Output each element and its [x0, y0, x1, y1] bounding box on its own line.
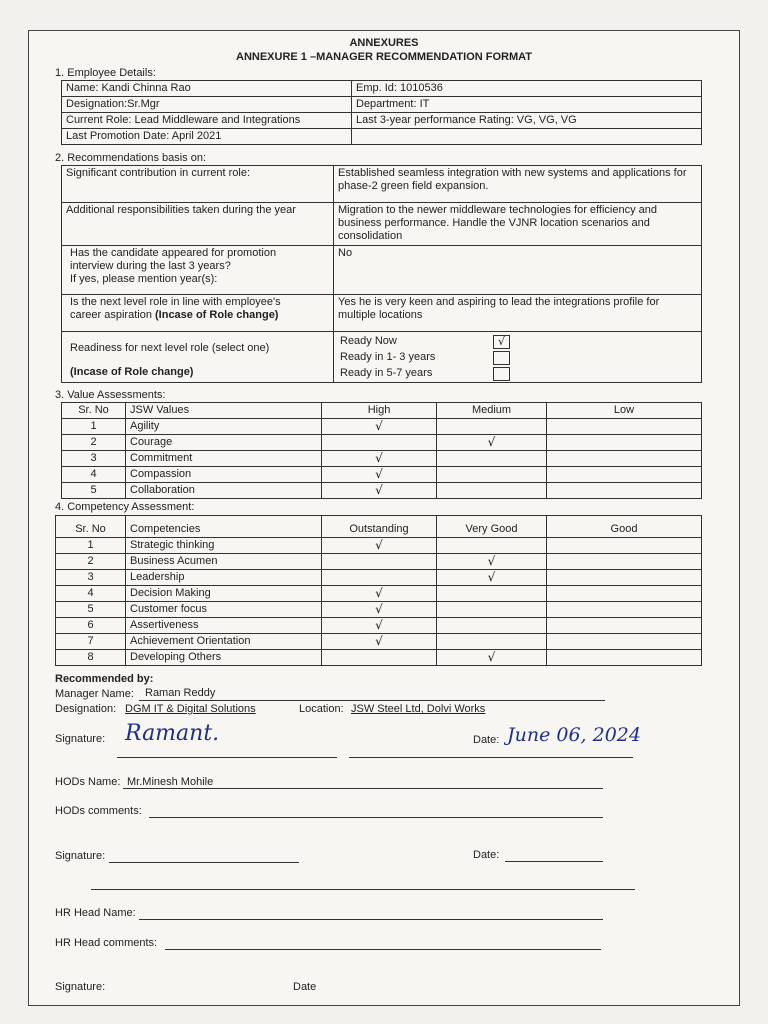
hr-comments-line[interactable]: [165, 949, 601, 950]
table-row: 3 Leadership √: [56, 570, 702, 586]
employee-designation: Designation:Sr.Mgr: [62, 97, 352, 113]
hod-signature-label: Signature:: [55, 850, 106, 862]
manager-name-value[interactable]: Raman Reddy: [145, 687, 216, 699]
value-assessment-table: [61, 402, 702, 499]
section1-label: 1. Employee Details:: [55, 67, 156, 79]
promotion-interview-answer: No: [334, 246, 702, 295]
competency-header-good: Good: [547, 516, 702, 538]
value-header-srno: Sr. No: [62, 403, 126, 419]
manager-signature-line: [117, 757, 337, 758]
manager-date-line: [349, 757, 633, 758]
table-row: 4 Decision Making √: [56, 586, 702, 602]
value-header-medium: Medium: [437, 403, 547, 419]
contribution-answer: Established seamless integration with new systems and applications for phase-2 green field expansion.: [334, 166, 702, 203]
readiness-question: Readiness for next level role (select one): [70, 342, 270, 354]
readiness-option-1-3: Ready in 1- 3 years: [340, 351, 510, 365]
manager-signature-image: Ramant.: [125, 721, 220, 746]
contribution-question: Significant contribution in current role:: [62, 166, 334, 203]
hod-date-label: Date:: [473, 849, 500, 861]
hod-name-label: HODs Name:: [55, 776, 121, 788]
section3-label: 3. Value Assessments:: [55, 389, 166, 401]
readiness-5-7-checkbox[interactable]: [493, 367, 510, 381]
hr-name-line[interactable]: [139, 919, 603, 920]
hod-extra-line: [91, 889, 635, 890]
table-row: 6 Assertiveness √: [56, 618, 702, 634]
competency-assessment-table: [55, 515, 702, 666]
manager-signature-label: Signature:: [55, 733, 106, 745]
employee-rating: Last 3-year performance Rating: VG, VG, VG: [352, 113, 702, 129]
employee-id: Emp. Id: 1010536: [352, 81, 702, 97]
hod-signature-line[interactable]: [109, 862, 299, 863]
table-row: 1 Strategic thinking √: [56, 538, 702, 554]
hr-name-label: HR Head Name:: [55, 907, 136, 919]
competency-header-name: Competencies: [126, 516, 322, 538]
section2-label: 2. Recommendations basis on:: [55, 152, 207, 164]
promotion-interview-question-3: If yes, please mention year(s):: [70, 273, 218, 285]
hod-name-value[interactable]: Mr.Minesh Mohile: [127, 776, 214, 788]
form-sheet: [28, 30, 740, 1006]
aspiration-question-1: Is the next level role in line with employee's: [70, 296, 281, 308]
table-row: 5 Collaboration √: [62, 483, 702, 499]
page-title: ANNEXURES: [349, 37, 419, 49]
aspiration-question-2: career aspiration: [70, 309, 155, 321]
manager-designation-value[interactable]: DGM IT & Digital Solutions: [125, 703, 256, 715]
manager-date-value[interactable]: June 06, 2024: [507, 724, 641, 746]
value-header-values: JSW Values: [126, 403, 322, 419]
aspiration-role-change-note: (Incase of Role change): [155, 309, 279, 321]
recommendations-table: [61, 165, 702, 383]
manager-name-label: Manager Name:: [55, 688, 134, 700]
value-header-low: Low: [547, 403, 702, 419]
aspiration-answer: Yes he is very keen and aspiring to lead the integrations profile for multiple locations: [334, 295, 702, 332]
employee-name: Name: Kandi Chinna Rao: [62, 81, 352, 97]
promotion-interview-question-2: interview during the last 3 years?: [70, 260, 231, 272]
hr-comments-label: HR Head comments:: [55, 937, 158, 949]
designation-label: Designation:: [55, 703, 117, 715]
recommended-heading: Recommended by:: [55, 673, 154, 685]
table-row: 2 Business Acumen √: [56, 554, 702, 570]
employee-last-promotion: Last Promotion Date: April 2021: [62, 129, 352, 145]
table-row: 7 Achievement Orientation √: [56, 634, 702, 650]
table-row: 5 Customer focus √: [56, 602, 702, 618]
promotion-interview-question-1: Has the candidate appeared for promotion: [70, 247, 277, 259]
readiness-1-3-checkbox[interactable]: [493, 351, 510, 365]
table-row: 4 Compassion √: [62, 467, 702, 483]
readiness-role-change-note: (Incase of Role change): [70, 366, 194, 378]
competency-header-srno: Sr. No: [56, 516, 126, 538]
manager-location-value[interactable]: JSW Steel Ltd, Dolvi Works: [351, 703, 486, 715]
employee-current-role: Current Role: Lead Middleware and Integrations: [62, 113, 352, 129]
page-subtitle: ANNEXURE 1 –MANAGER RECOMMENDATION FORMAT: [236, 51, 532, 63]
competency-header-very-good: Very Good: [437, 516, 547, 538]
employee-department: Department: IT: [352, 97, 702, 113]
manager-date-label: Date:: [473, 734, 500, 746]
hr-date-label: Date: [293, 981, 317, 993]
manager-name-line: [139, 700, 605, 701]
table-row: 2 Courage √: [62, 435, 702, 451]
hr-signature-label: Signature:: [55, 981, 106, 993]
responsibilities-answer: Migration to the newer middleware technologies for efficiency and business performance. Handle the VJNR location scenarios and consolidation: [334, 203, 702, 246]
section4-label: 4. Competency Assessment:: [55, 501, 195, 513]
readiness-now-checkbox[interactable]: √: [493, 335, 510, 349]
readiness-option-5-7: Ready in 5-7 years: [340, 367, 510, 381]
table-row: 3 Commitment √: [62, 451, 702, 467]
employee-details-table: [61, 80, 702, 145]
hod-comments-label: HODs comments:: [55, 805, 142, 817]
responsibilities-question: Additional responsibilities taken during the year: [62, 203, 334, 246]
value-header-high: High: [322, 403, 437, 419]
table-row: 1 Agility √: [62, 419, 702, 435]
location-label: Location:: [299, 703, 344, 715]
table-row: 8 Developing Others √: [56, 650, 702, 666]
competency-header-outstanding: Outstanding: [322, 516, 437, 538]
hod-date-line[interactable]: [505, 861, 603, 862]
readiness-option-now: Ready Now √: [340, 335, 510, 349]
hod-name-line: [123, 788, 603, 789]
hod-comments-line[interactable]: [149, 817, 603, 818]
